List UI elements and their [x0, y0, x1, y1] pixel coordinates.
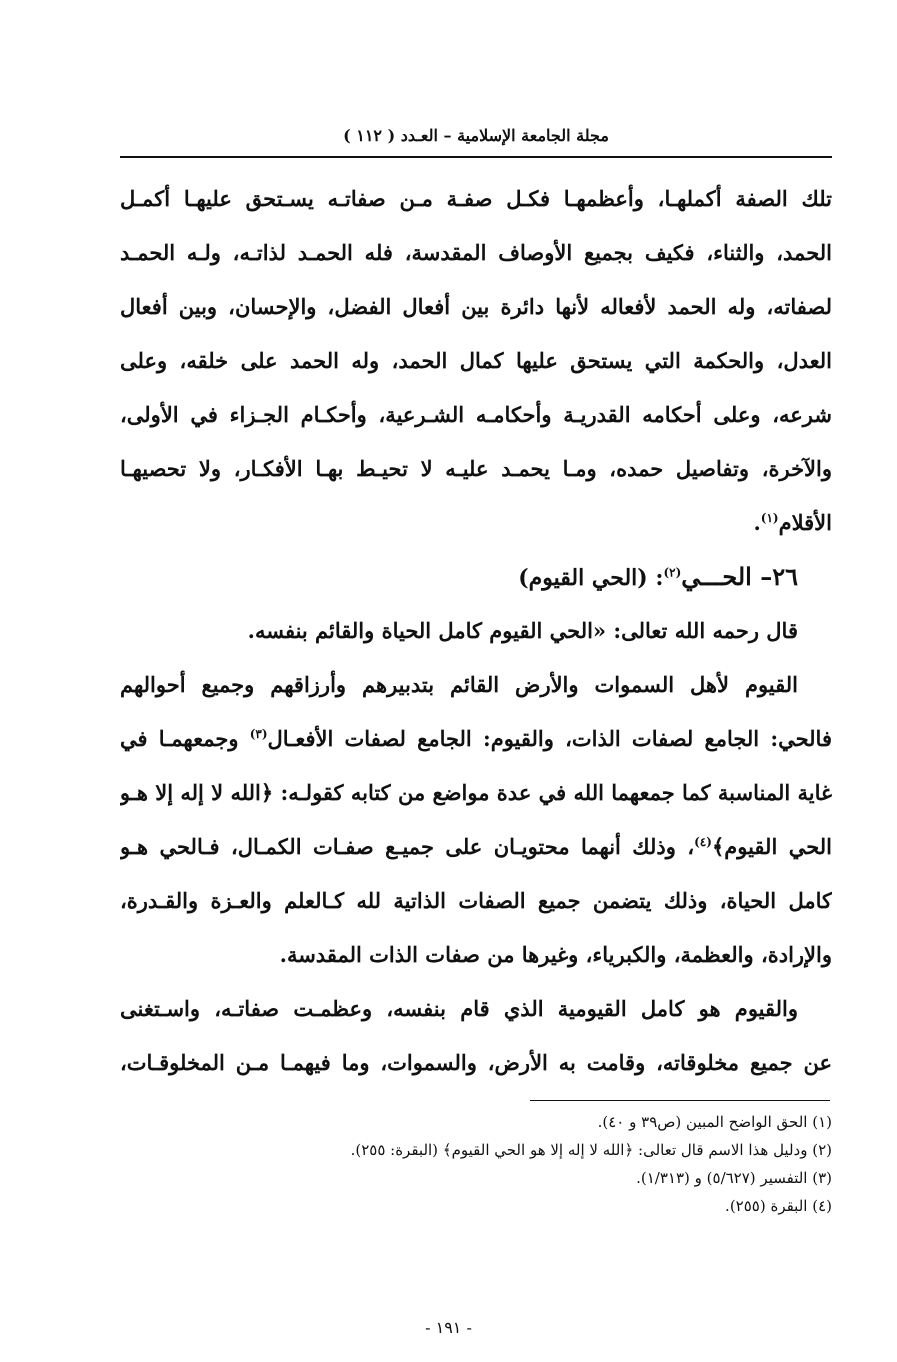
footnotes: [120, 1108, 832, 1220]
text-line: لصفاته، وله الحمد لأفعاله لأنها دائرة بين أفعال الفضل، والإحسان، وبين أفعال: [120, 294, 832, 319]
text-segment: ، وذلك أنهما محتويـان على جميـع صفـات الكمـال، فـالحي هـو: [120, 834, 695, 859]
text-line: غاية المناسبة كما جمعهما الله في عدة مواضع من كتابه كقولـه: ﴿الله لا إله إلا هـو: [120, 780, 832, 805]
body-text: [120, 172, 832, 1090]
page-number: - ١٩١ -: [425, 1318, 472, 1337]
footnote-rule: [530, 1100, 830, 1101]
running-header: مجلة الجامعة الإسلامية – العـدد ( ١١٢ ): [343, 126, 609, 145]
text-line: الحمد، والثناء، فكيف بجميع الأوصاف المقدسة، فله الحمـد لذاتـه، ولـه الحمـد: [120, 240, 832, 265]
text-segment: .: [753, 510, 761, 535]
text-line: عن جميع مخلوقاته، وقامت به الأرض، والسموات، وما فيهمـا مـن المخلوقـات،: [120, 1050, 832, 1075]
text-line: والقيوم هو كامل القيومية الذي قام بنفسه، وعظمـت صفاتـه، واسـتغنى: [120, 996, 798, 1021]
text-line: تلك الصفة أكملهـا، وأعظمهـا فكـل صفـة مـن صفاتـه يسـتحق عليهـا أكمـل: [120, 186, 832, 211]
text-line: شرعه، وعلى أحكامه القدريـة وأحكامـه الشـرعية، وأحكـام الجـزاء في الأولى،: [120, 402, 832, 427]
text-line: العدل، والحكمة التي يستحق عليها كمال الحمد، وله الحمد على خلقه، وعلى: [120, 348, 832, 373]
text-segment: فالحي: الجامع لصفات الذات، والقيوم: الجامع لصفات الأفعـال: [267, 726, 832, 751]
text-line: [120, 496, 832, 550]
text-line: القيوم لأهل السموات والأرض القائم بتدبيرهم وأرزاقهم وجميع أحوالهم: [120, 672, 798, 697]
footnote-ref: (٤): [694, 835, 712, 849]
heading-number: ٢٦– الحـــي: [681, 562, 798, 591]
heading-title: : (الحي القيوم): [518, 565, 664, 591]
text-segment: الأقلام: [778, 510, 832, 535]
text-line: [120, 712, 832, 766]
text-line: والآخرة، وتفاصيل حمده، ومـا يحمـد عليـه لا تحيـط بهـا الأفكـار، ولا تحصيهـا: [120, 456, 832, 481]
footnote-ref: (٢): [663, 565, 682, 580]
quote-line: قال رحمه الله تعالى: «الحي القيوم كامل الحياة والقائم بنفسه.: [247, 618, 798, 643]
footnote-ref: (١): [760, 511, 779, 525]
text-line: كامل الحياة، وذلك يتضمن جميع الصفات الذاتية لله كـالعلم والعـزة والقـدرة،: [120, 888, 832, 913]
text-segment: وجمعهمـا في: [120, 726, 250, 751]
footnote-ref: (٣): [249, 727, 268, 741]
footnote: (٢) ودليل هذا الاسم قال تعالى: ﴿الله لا إله إلا هو الحي القيوم﴾ (البقرة: ٢٥٥).: [350, 1141, 832, 1159]
footnote: (١) الحق الواضح المبين (ص٣٩ و ٤٠).: [597, 1113, 832, 1131]
footnote: (٣) التفسير (٥/٦٢٧) و (١/٣١٣).: [636, 1169, 832, 1187]
header-rule: [120, 156, 832, 158]
section-heading: [120, 550, 832, 604]
footnote: (٤) البقرة (٢٥٥).: [725, 1197, 832, 1215]
text-line: والإرادة، والعظمة، والكبرياء، وغيرها من صفات الذات المقدسة.: [279, 942, 832, 967]
text-segment: الحي القيوم﴾: [711, 834, 832, 859]
text-line: [120, 820, 832, 874]
